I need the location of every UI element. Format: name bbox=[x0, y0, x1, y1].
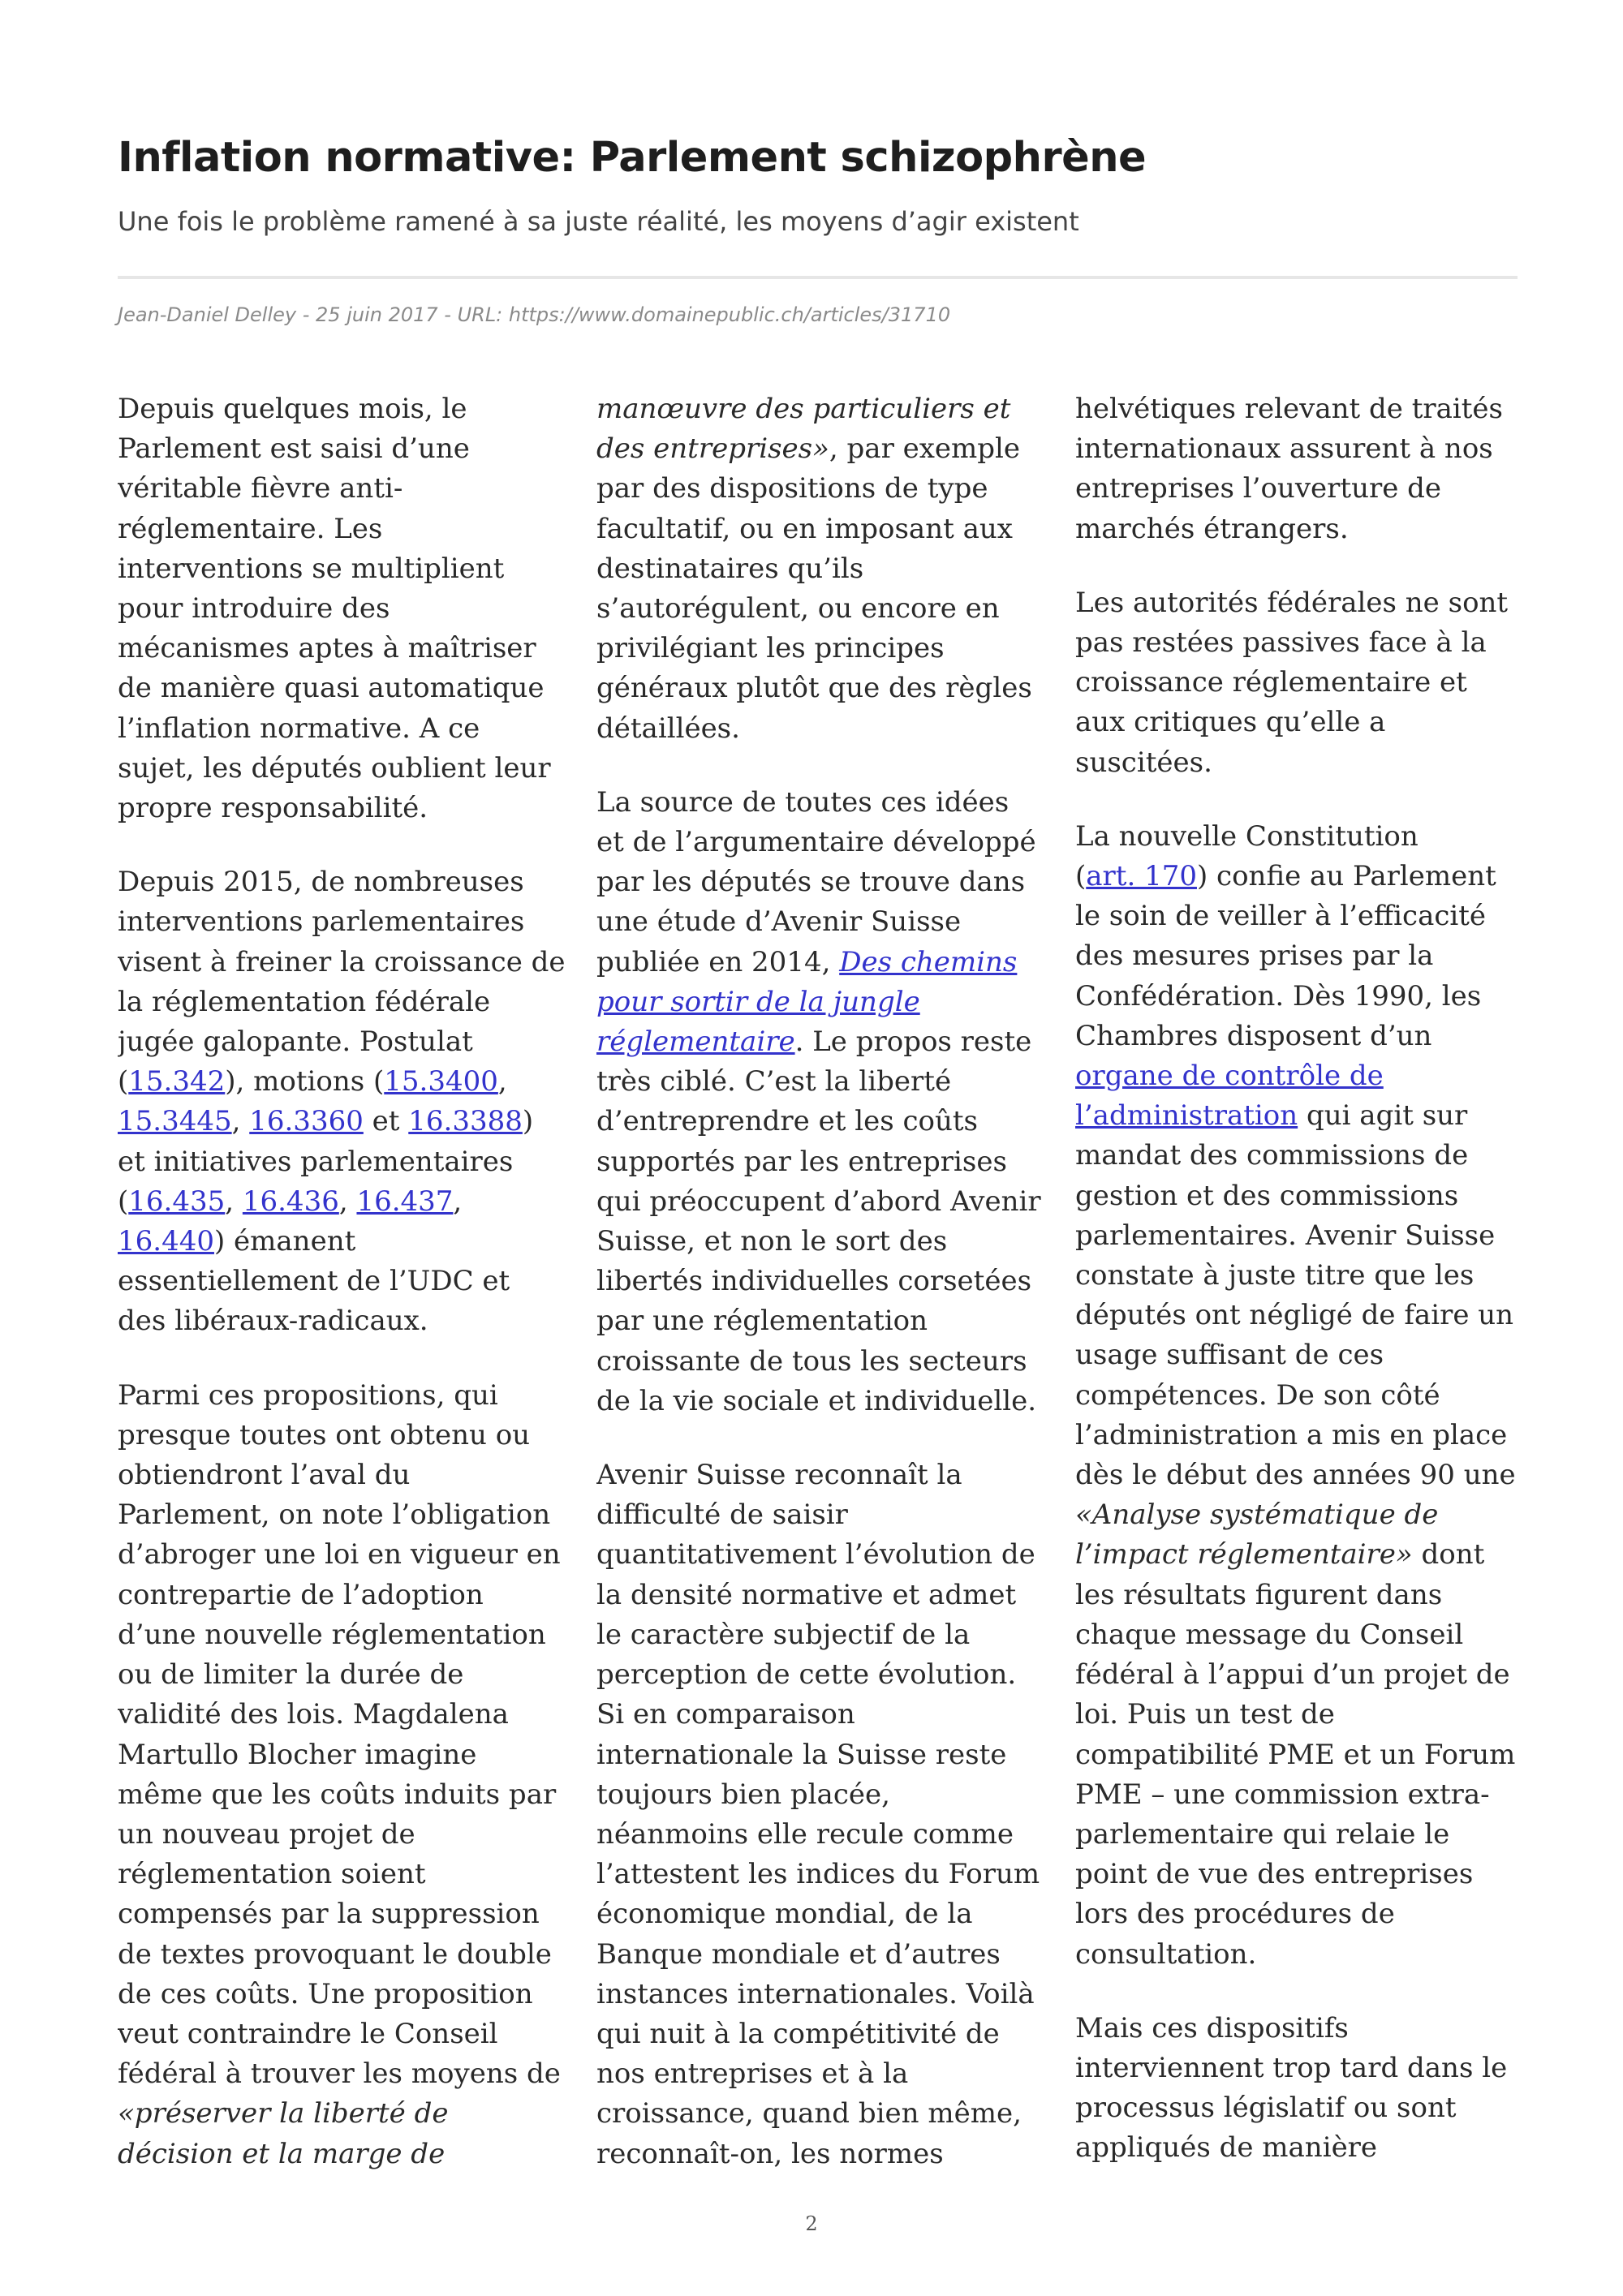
text-line: d’entreprendre et les coûts bbox=[596, 1105, 978, 1138]
paragraph bbox=[596, 1455, 1051, 2174]
text-fragment: ( bbox=[118, 1185, 129, 1218]
text-line: qui nuit à la compétitivité de bbox=[596, 2017, 1000, 2050]
text-line: loi. Puis un test de bbox=[1075, 1698, 1335, 1731]
text-line: ou de limiter la durée de bbox=[118, 1658, 464, 1692]
text-line: consultation. bbox=[1075, 1937, 1257, 1971]
text-line: nos entreprises et à la bbox=[596, 2057, 909, 2091]
text-block bbox=[596, 1062, 1051, 1421]
text-line: quantitativement l’évolution de bbox=[596, 1538, 1035, 1572]
text-line: qui préoccupent d’abord Avenir bbox=[596, 1185, 1041, 1218]
text-block bbox=[596, 469, 1051, 748]
text-line: constate à juste titre que les bbox=[1075, 1259, 1474, 1292]
article-title: Inflation normative: Parlement schizophrène bbox=[118, 134, 1147, 182]
text-line: dès le début des années 90 une bbox=[1075, 1459, 1516, 1492]
study-link[interactable]: Des chemins bbox=[839, 945, 1018, 978]
text-line: économique mondial, de la bbox=[596, 1898, 973, 1931]
text-fragment: ) bbox=[522, 1105, 534, 1138]
text-line: helvétiques relevant de traités bbox=[1075, 393, 1503, 425]
text-line: par des dispositions de type bbox=[596, 472, 988, 505]
text-line: Avenir Suisse reconnaît la bbox=[596, 1459, 962, 1492]
paragraph bbox=[118, 862, 572, 1341]
text-fragment: , bbox=[225, 1185, 243, 1218]
text-line: veut contraindre le Conseil bbox=[118, 2017, 498, 2050]
text-line: une étude d’Avenir Suisse bbox=[596, 905, 962, 939]
text-fragment: , bbox=[231, 1105, 250, 1138]
text-line: propre responsabilité. bbox=[118, 792, 428, 825]
text-line: essentiellement de l’UDC et bbox=[118, 1265, 510, 1298]
text-line: députés ont négligé de faire un bbox=[1075, 1299, 1514, 1332]
text-line: généraux plutôt que des règles bbox=[596, 672, 1032, 705]
text-line bbox=[596, 943, 1051, 982]
text-line: marchés étrangers. bbox=[1075, 512, 1349, 545]
quote-line: «préserver la liberté de bbox=[118, 2097, 449, 2130]
text-line: véritable fièvre anti- bbox=[118, 472, 403, 505]
text-line bbox=[1075, 1096, 1530, 1136]
text-line: lors des procédures de bbox=[1075, 1898, 1395, 1931]
text-line: suscitées. bbox=[1075, 746, 1212, 779]
text-line: l’administration a mis en place bbox=[1075, 1418, 1508, 1451]
text-line: Parmi ces propositions, qui bbox=[118, 1378, 498, 1412]
text-fragment: , par exemple bbox=[829, 432, 1021, 466]
text-line: Si en comparaison bbox=[596, 1698, 855, 1731]
page-number: 2 bbox=[805, 2212, 818, 2235]
text-line: un nouveau projet de bbox=[118, 1817, 415, 1851]
initiative-link-16-436[interactable]: 16.436 bbox=[242, 1185, 339, 1218]
text-line: difficulté de saisir bbox=[596, 1498, 848, 1532]
text-line: des libéraux-radicaux. bbox=[118, 1305, 428, 1338]
paragraph bbox=[596, 389, 1051, 749]
text-line: Parlement est saisi d’une bbox=[118, 432, 470, 466]
text-line: visent à freiner la croissance de bbox=[118, 945, 566, 978]
text-line: parlementaire qui relaie le bbox=[1075, 1817, 1450, 1851]
text-line: les résultats figurent dans bbox=[1075, 1578, 1443, 1611]
text-line bbox=[118, 1102, 572, 1142]
quote-line: manœuvre des particuliers et bbox=[596, 393, 1011, 425]
text-line: aux critiques qu’elle a bbox=[1075, 706, 1386, 739]
paragraph bbox=[1075, 2009, 1530, 2169]
text-line: Depuis 2015, de nombreuses bbox=[118, 866, 524, 899]
text-line: interventions se multiplient bbox=[118, 552, 505, 585]
text-line: Banque mondiale et d’autres bbox=[596, 1937, 1001, 1971]
quote-fragment: des entreprises» bbox=[596, 432, 829, 466]
text-line: des mesures prises par la bbox=[1075, 939, 1434, 973]
text-line: facultatif, ou en imposant aux bbox=[596, 512, 1013, 545]
text-line: et de l’argumentaire développé bbox=[596, 826, 1036, 859]
motion-link-15-3445[interactable]: 15.3445 bbox=[118, 1105, 232, 1138]
text-line: s’autorégulent, ou encore en bbox=[596, 592, 1000, 626]
article-column-3 bbox=[1075, 389, 1530, 2199]
text-line: croissance réglementaire et bbox=[1075, 666, 1467, 699]
text-line: l’attestent les indices du Forum bbox=[596, 1858, 1040, 1891]
text-line bbox=[118, 1222, 572, 1262]
text-line: croissante de tous les secteurs bbox=[596, 1344, 1027, 1378]
text-line: par les députés se trouve dans bbox=[596, 866, 1026, 899]
text-fragment: ) confie au Parlement bbox=[1196, 860, 1496, 893]
paragraph bbox=[1075, 583, 1530, 783]
text-fragment: , bbox=[453, 1185, 463, 1218]
text-line: libertés individuelles corsetées bbox=[596, 1265, 1032, 1298]
text-line: d’abroger une loi en vigueur en bbox=[118, 1538, 561, 1572]
text-block bbox=[1075, 1136, 1530, 1495]
text-block bbox=[118, 1376, 572, 2095]
text-line: privilégiant les principes bbox=[596, 632, 945, 665]
initiative-link-16-437[interactable]: 16.437 bbox=[356, 1185, 454, 1218]
text-line: reconnaît-on, les normes bbox=[596, 2137, 944, 2170]
text-line: Depuis quelques mois, le bbox=[118, 393, 467, 425]
text-line: usage suffisant de ces bbox=[1075, 1339, 1384, 1372]
text-fragment: , bbox=[338, 1185, 357, 1218]
text-line: le soin de veiller à l’efficacité bbox=[1075, 900, 1487, 933]
paragraph bbox=[596, 783, 1051, 1421]
quote-fragment: l’impact réglementaire» bbox=[1075, 1538, 1413, 1572]
control-organ-link[interactable]: organe de contrôle de bbox=[1075, 1060, 1384, 1093]
article-column-1 bbox=[118, 389, 572, 2199]
control-organ-link[interactable]: l’administration bbox=[1075, 1099, 1298, 1133]
text-line bbox=[1075, 1056, 1530, 1096]
text-line: réglementaire. Les bbox=[118, 512, 383, 545]
text-fragment: qui agit sur bbox=[1298, 1099, 1468, 1133]
paragraph bbox=[1075, 389, 1530, 549]
text-line: par une réglementation bbox=[596, 1305, 928, 1338]
text-line: appliqués de manière bbox=[1075, 2131, 1378, 2165]
text-line: compensés par la suppression bbox=[118, 1898, 540, 1931]
text-line: Chambres disposent d’un bbox=[1075, 1019, 1432, 1052]
text-line: internationale la Suisse reste bbox=[596, 1738, 1007, 1771]
text-block bbox=[1075, 1576, 1530, 1975]
text-line: validité des lois. Magdalena bbox=[118, 1698, 509, 1731]
text-line: réglementation soient bbox=[118, 1858, 426, 1891]
article-subtitle: Une fois le problème ramené à sa juste réalité, les moyens d’agir existent bbox=[118, 206, 1079, 237]
text-line bbox=[596, 429, 1051, 469]
text-line bbox=[596, 982, 1051, 1022]
text-fragment: ), motions ( bbox=[225, 1065, 385, 1099]
text-line: néanmoins elle recule comme bbox=[596, 1817, 1014, 1851]
text-block bbox=[1075, 896, 1530, 1056]
text-line: d’une nouvelle réglementation bbox=[118, 1618, 546, 1651]
text-line: la densité normative et admet bbox=[596, 1578, 1017, 1611]
text-line: compatibilité PME et un Forum bbox=[1075, 1738, 1516, 1771]
text-line: Parlement, on note l’obligation bbox=[118, 1498, 551, 1532]
text-line: de ces coûts. Une proposition bbox=[118, 1977, 533, 2010]
text-line: internationaux assurent à nos bbox=[1075, 432, 1493, 466]
text-line: La nouvelle Constitution bbox=[1075, 819, 1419, 853]
text-line: contrepartie de l’adoption bbox=[118, 1578, 484, 1611]
text-fragment: ( bbox=[1075, 860, 1087, 893]
paragraph bbox=[118, 1376, 572, 2174]
text-line: fédéral à l’appui d’un projet de bbox=[1075, 1658, 1510, 1692]
text-line: perception de cette évolution. bbox=[596, 1658, 1017, 1692]
constitution-article-link[interactable]: art. 170 bbox=[1086, 860, 1197, 893]
text-line bbox=[118, 1062, 572, 1102]
article-meta: Jean-Daniel Delley - 25 juin 2017 - URL: https://www.domainepublic.ch/articles/31710 bbox=[118, 303, 951, 326]
text-line: toujours bien placée, bbox=[596, 1778, 890, 1811]
text-line: fédéral à trouver les moyens de bbox=[118, 2057, 561, 2091]
text-line: processus législatif ou sont bbox=[1075, 2092, 1457, 2125]
text-line: très ciblé. C’est la liberté bbox=[596, 1065, 952, 1099]
initiative-link-16-435[interactable]: 16.435 bbox=[128, 1185, 226, 1218]
text-line: Les autorités fédérales ne sont bbox=[1075, 586, 1509, 619]
text-line bbox=[118, 1182, 572, 1222]
article-column-2 bbox=[596, 389, 1051, 2199]
text-line: Confédération. Dès 1990, les bbox=[1075, 979, 1482, 1013]
paragraph bbox=[1075, 817, 1530, 1975]
text-fragment: et bbox=[363, 1105, 409, 1138]
text-line: point de vue des entreprises bbox=[1075, 1858, 1474, 1891]
text-line: interviennent trop tard dans le bbox=[1075, 2051, 1508, 2084]
study-link[interactable]: réglementaire bbox=[596, 1025, 795, 1059]
text-line: pas restées passives face à la bbox=[1075, 626, 1487, 660]
text-line bbox=[1075, 857, 1530, 896]
header-divider bbox=[118, 276, 1518, 279]
text-line bbox=[1075, 1535, 1530, 1575]
text-line: presque toutes ont obtenu ou bbox=[118, 1418, 531, 1451]
motion-link-16-3360[interactable]: 16.3360 bbox=[249, 1105, 364, 1138]
paragraph bbox=[118, 389, 572, 828]
postulat-link-15-342[interactable]: 15.342 bbox=[128, 1065, 226, 1099]
text-line: Suisse, et non le sort des bbox=[596, 1225, 948, 1258]
quote-line: décision et la marge de bbox=[118, 2137, 446, 2170]
study-link[interactable]: pour sortir de la jungle bbox=[596, 985, 920, 1018]
text-line: jugée galopante. Postulat bbox=[118, 1025, 473, 1059]
text-line: PME – une commission extra- bbox=[1075, 1778, 1490, 1811]
text-line: obtiendront l’aval du bbox=[118, 1459, 411, 1492]
text-fragment: , bbox=[497, 1065, 507, 1099]
text-line: croissance, quand bien même, bbox=[596, 2097, 1022, 2130]
text-line: le caractère subjectif de la bbox=[596, 1618, 971, 1651]
text-line: chaque message du Conseil bbox=[1075, 1618, 1464, 1651]
text-line: de manière quasi automatique bbox=[118, 672, 545, 705]
text-line: Martullo Blocher imagine bbox=[118, 1738, 477, 1771]
text-fragment: publiée en 2014, bbox=[596, 945, 840, 978]
text-line: mécanismes aptes à maîtriser bbox=[118, 632, 536, 665]
text-line: pour introduire des bbox=[118, 592, 390, 626]
text-line: la réglementation fédérale bbox=[118, 985, 491, 1018]
initiative-link-16-440[interactable]: 16.440 bbox=[118, 1225, 214, 1258]
text-fragment: . Le propos reste bbox=[794, 1025, 1032, 1059]
text-fragment: ( bbox=[118, 1065, 129, 1099]
text-line: de la vie sociale et individuelle. bbox=[596, 1384, 1037, 1417]
text-line: même que les coûts induits par bbox=[118, 1778, 557, 1811]
text-line: interventions parlementaires bbox=[118, 905, 525, 939]
text-line: entreprises l’ouverture de bbox=[1075, 472, 1442, 505]
text-fragment: ) émanent bbox=[213, 1225, 356, 1258]
text-line: mandat des commissions de bbox=[1075, 1139, 1469, 1172]
text-line bbox=[596, 1022, 1051, 1062]
text-line: La source de toutes ces idées bbox=[596, 785, 1010, 819]
text-line: l’inflation normative. A ce bbox=[118, 712, 480, 745]
motion-link-16-3388[interactable]: 16.3388 bbox=[408, 1105, 523, 1138]
text-line: parlementaires. Avenir Suisse bbox=[1075, 1219, 1496, 1252]
motion-link-15-3400[interactable]: 15.3400 bbox=[384, 1065, 498, 1099]
text-line: sujet, les députés oublient leur bbox=[118, 751, 551, 785]
text-line: destinataires qu’ils bbox=[596, 552, 864, 585]
text-line: gestion et des commissions bbox=[1075, 1179, 1459, 1212]
text-line: compétences. De son côté bbox=[1075, 1378, 1440, 1412]
text-line: Mais ces dispositifs bbox=[1075, 2011, 1349, 2044]
text-line: détaillées. bbox=[596, 712, 740, 745]
text-fragment: dont bbox=[1412, 1538, 1485, 1572]
text-line: instances internationales. Voilà bbox=[596, 1977, 1035, 2010]
text-line: et initiatives parlementaires bbox=[118, 1145, 514, 1178]
text-line: supportés par les entreprises bbox=[596, 1145, 1007, 1178]
text-line: de textes provoquant le double bbox=[118, 1937, 552, 1971]
quote-line: «Analyse systématique de bbox=[1075, 1498, 1439, 1532]
